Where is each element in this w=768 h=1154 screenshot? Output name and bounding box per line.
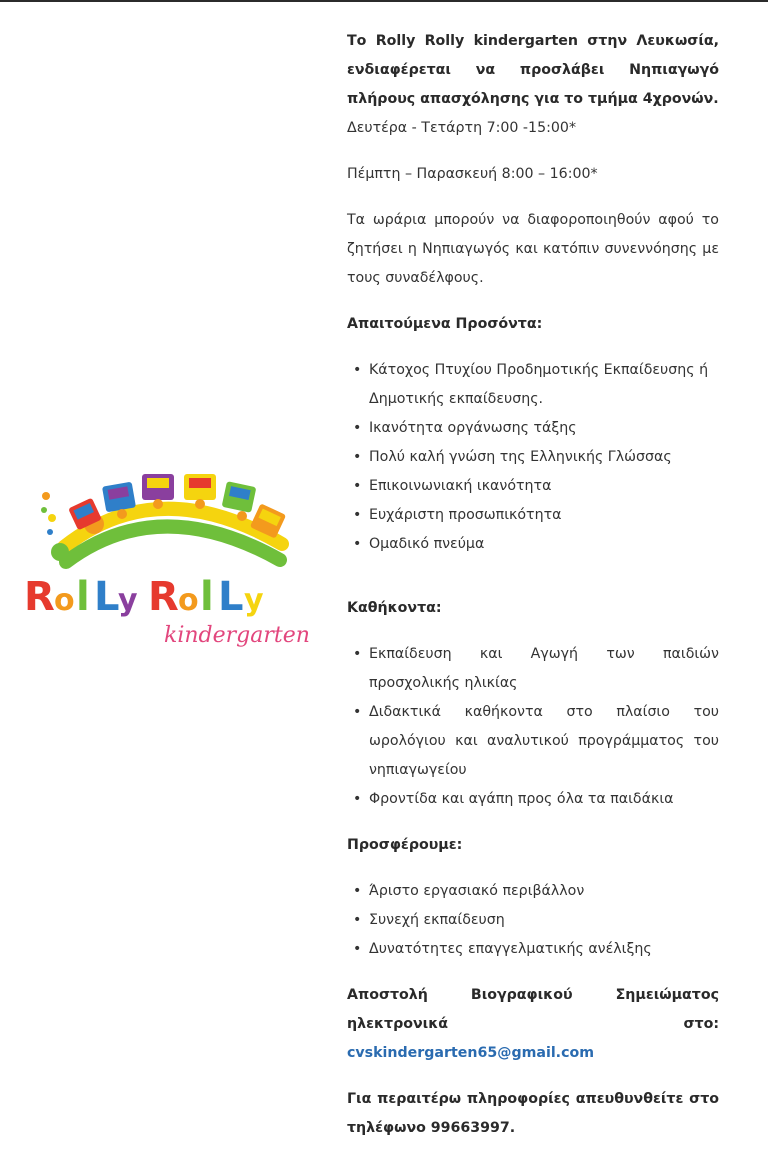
list-item: • Ομαδικό πνεύμα <box>369 530 719 559</box>
svg-text:y: y <box>244 583 264 618</box>
list-item: • Συνεχή εκπαίδευση <box>369 906 719 935</box>
svg-text:y: y <box>118 583 138 618</box>
list-item: • Ευχάριστη προσωπικότητα <box>369 501 719 530</box>
headline-line-1: Το Rolly Rolly kindergarten στην Λευκωσία, <box>347 33 719 49</box>
svg-text:R: R <box>24 574 55 620</box>
offers-list <box>347 877 719 964</box>
logo-graphic <box>14 462 314 662</box>
job-posting <box>347 27 719 1143</box>
send-cv-line-1: Αποστολή Βιογραφικού Σημειώματος <box>347 987 719 1003</box>
svg-text:l: l <box>200 574 214 620</box>
svg-text:R: R <box>148 574 179 620</box>
list-item: • Κάτοχος Πτυχίου Προδημοτικής Εκπαίδευσης ή Δημοτικής εκπαίδευσης. <box>369 356 719 414</box>
svg-text:l: l <box>76 574 90 620</box>
list-item: • Φροντίδα και αγάπη προς όλα τα παιδάκια <box>369 785 719 814</box>
duties-list <box>347 640 719 814</box>
list-item: • Άριστο εργασιακό περιβάλλον <box>369 877 719 906</box>
schedule-note: Τα ωράρια μπορούν να διαφοροποιηθούν αφού το ζητήσει η Νηπιαγωγός και κατόπιν συνεννόησης με τους συναδέλφους. <box>347 212 719 286</box>
headline-line-2: ενδιαφέρεται να προσλάβει Νηπιαγωγό <box>347 62 719 78</box>
list-item: • Επικοινωνιακή ικανότητα <box>369 472 719 501</box>
qualifications-list <box>347 356 719 559</box>
rolly-rolly-logo <box>14 462 314 662</box>
list-item: • Δυνατότητες επαγγελματικής ανέλιξης <box>369 935 719 964</box>
phone-info: Για περαιτέρω πληροφορίες απευθυνθείτε στο τηλέφωνο 99663997. <box>347 1091 719 1136</box>
schedule-mon-wed: Δευτέρα - Τετάρτη 7:00 -15:00* <box>347 120 577 136</box>
list-item: • Διδακτικά καθήκοντα στο πλαίσιο του ωρολόγιου και αναλυτικού προγράμματος του νηπιαγωγείου <box>369 698 719 785</box>
list-item: • Πολύ καλή γνώση της Ελληνικής Γλώσσας <box>369 443 719 472</box>
svg-text:L: L <box>94 574 120 620</box>
duties-heading: Καθήκοντα: <box>347 600 442 616</box>
list-item: • Ικανότητα οργάνωσης τάξης <box>369 414 719 443</box>
headline-line-3: πλήρους απασχόλησης για το τμήμα 4χρονών. <box>347 91 719 107</box>
svg-text:o: o <box>54 583 75 618</box>
schedule-thu-fri: Πέμπτη – Παρασκευή 8:00 – 16:00* <box>347 166 598 182</box>
send-cv-line-2: ηλεκτρονικά στο: <box>347 1016 719 1032</box>
offers-heading: Προσφέρουμε: <box>347 837 463 853</box>
logo-subtitle: kindergarten <box>164 623 310 648</box>
list-item: • Εκπαίδευση και Αγωγή των παιδιών προσχολικής ηλικίας <box>369 640 719 698</box>
svg-text:L: L <box>218 574 244 620</box>
top-border <box>0 0 768 2</box>
email-link[interactable]: cvskindergarten65@gmail.com <box>347 1045 595 1061</box>
qualifications-heading: Απαιτούμενα Προσόντα: <box>347 316 543 332</box>
svg-text:o: o <box>178 583 199 618</box>
